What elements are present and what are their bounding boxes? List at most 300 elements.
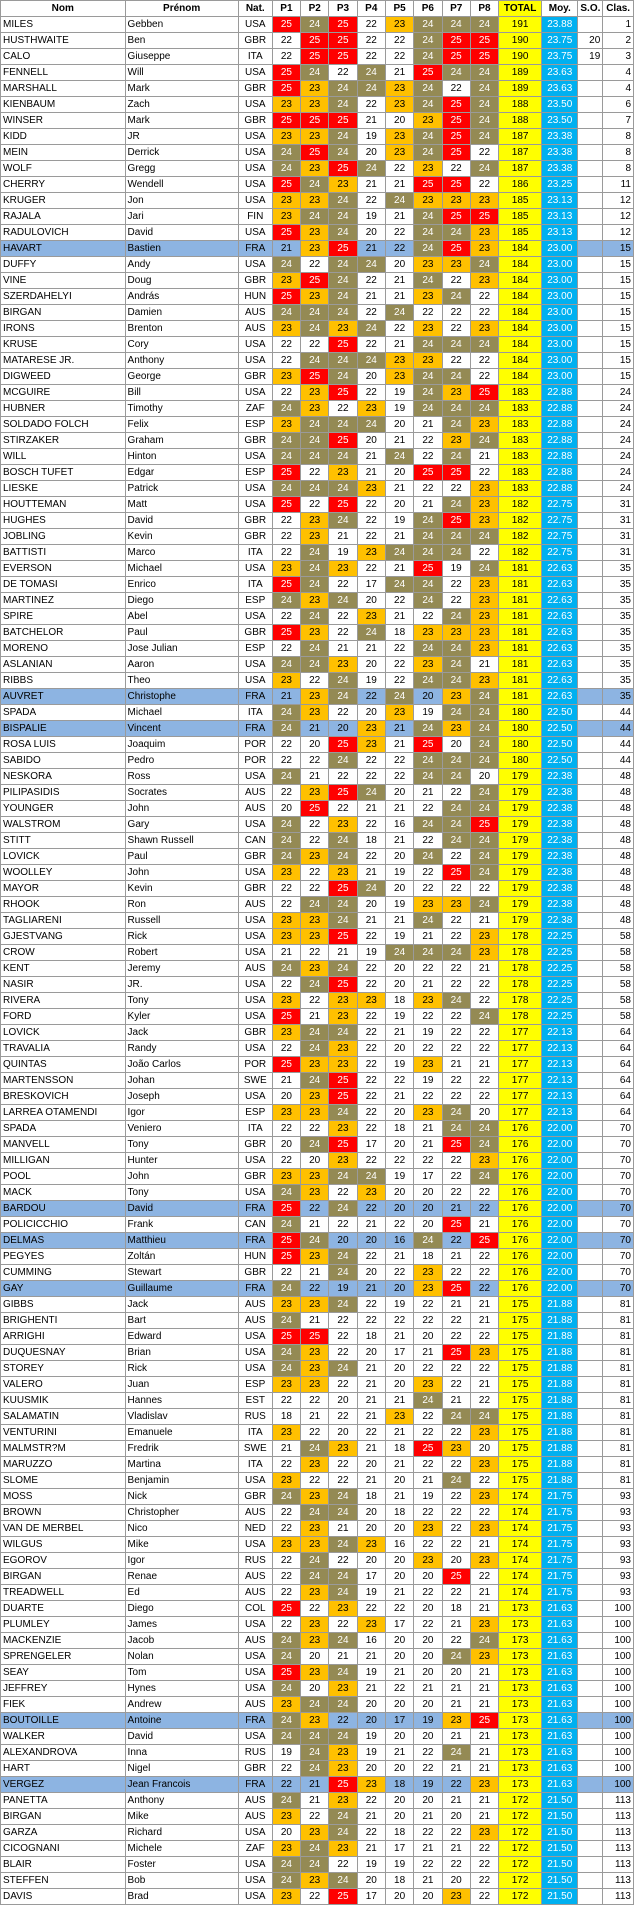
cell-total: 186	[499, 177, 542, 193]
cell-p5: 22	[385, 1217, 413, 1233]
cell-nat: USA	[238, 193, 272, 209]
cell-nom: BIRGAN	[1, 305, 126, 321]
cell-moy: 23.38	[542, 145, 578, 161]
cell-p1: 23	[272, 129, 300, 145]
cell-p7: 24	[442, 337, 470, 353]
cell-p7: 22	[442, 1825, 470, 1841]
cell-p5: 20	[385, 465, 413, 481]
cell-p5: 24	[385, 577, 413, 593]
cell-p2: 24	[301, 1505, 329, 1521]
cell-p3: 23	[329, 1761, 357, 1777]
cell-total: 189	[499, 81, 542, 97]
cell-p7: 24	[442, 769, 470, 785]
cell-nat: USA	[238, 1009, 272, 1025]
cell-p3: 22	[329, 1329, 357, 1345]
cell-p8: 22	[470, 1249, 498, 1265]
cell-nat: FRA	[238, 721, 272, 737]
cell-p1: 22	[272, 1777, 300, 1793]
cell-p6: 22	[414, 1585, 442, 1601]
cell-nat: GBR	[238, 273, 272, 289]
cell-nom: WALSTROM	[1, 817, 126, 833]
cell-so	[578, 337, 603, 353]
cell-p3: 23	[329, 1601, 357, 1617]
cell-p1: 22	[272, 385, 300, 401]
cell-p3: 25	[329, 433, 357, 449]
cell-p3: 22	[329, 1857, 357, 1873]
cell-moy: 22.88	[542, 433, 578, 449]
cell-p1: 19	[272, 1745, 300, 1761]
cell-p1: 23	[272, 1105, 300, 1121]
cell-p4: 19	[357, 1857, 385, 1873]
cell-p6: 21	[414, 929, 442, 945]
cell-p1: 23	[272, 1377, 300, 1393]
cell-p6: 22	[414, 881, 442, 897]
cell-p3: 23	[329, 1057, 357, 1073]
cell-p6: 24	[414, 913, 442, 929]
cell-prenom: Bastien	[125, 241, 238, 257]
table-row	[1, 353, 634, 369]
table-row	[1, 1745, 634, 1761]
cell-prenom: Tony	[125, 993, 238, 1009]
table-row	[1, 129, 634, 145]
cell-p2: 24	[301, 1761, 329, 1777]
cell-p8: 24	[470, 1409, 498, 1425]
cell-prenom: Paul	[125, 625, 238, 641]
cell-total: 177	[499, 1041, 542, 1057]
cell-clas: 35	[603, 689, 634, 705]
cell-moy: 22.38	[542, 881, 578, 897]
cell-p7: 23	[442, 1441, 470, 1457]
table-row	[1, 1185, 634, 1201]
cell-so	[578, 1601, 603, 1617]
cell-total: 184	[499, 321, 542, 337]
cell-moy: 23.00	[542, 257, 578, 273]
cell-so	[578, 1745, 603, 1761]
cell-p1: 22	[272, 609, 300, 625]
cell-p5: 22	[385, 225, 413, 241]
cell-so	[578, 849, 603, 865]
cell-p1: 24	[272, 1713, 300, 1729]
cell-total: 172	[499, 1857, 542, 1873]
cell-nom: KUUSMIK	[1, 1393, 126, 1409]
header-moy: Moy.	[542, 1, 578, 17]
cell-clas: 81	[603, 1329, 634, 1345]
cell-prenom: Nico	[125, 1521, 238, 1537]
cell-clas: 35	[603, 657, 634, 673]
cell-p3: 21	[329, 529, 357, 545]
cell-nom: SEAY	[1, 1665, 126, 1681]
cell-prenom: Gebben	[125, 17, 238, 33]
cell-p1: 24	[272, 449, 300, 465]
cell-moy: 21.63	[542, 1713, 578, 1729]
cell-so	[578, 177, 603, 193]
cell-moy: 21.50	[542, 1825, 578, 1841]
cell-p8: 21	[470, 1217, 498, 1233]
cell-moy: 22.25	[542, 961, 578, 977]
cell-p4: 24	[357, 81, 385, 97]
cell-p4: 20	[357, 1457, 385, 1473]
cell-p8: 23	[470, 673, 498, 689]
cell-nom: BIRGAN	[1, 1809, 126, 1825]
cell-p8: 23	[470, 225, 498, 241]
cell-p4: 21	[357, 289, 385, 305]
cell-so	[578, 353, 603, 369]
cell-p8: 24	[470, 1633, 498, 1649]
cell-p5: 24	[385, 545, 413, 561]
cell-prenom: Giuseppe	[125, 49, 238, 65]
cell-so	[578, 369, 603, 385]
table-row	[1, 1329, 634, 1345]
cell-p7: 22	[442, 961, 470, 977]
cell-clas: 81	[603, 1361, 634, 1377]
cell-nat: USA	[238, 561, 272, 577]
cell-p7: 23	[442, 433, 470, 449]
cell-p7: 25	[442, 129, 470, 145]
cell-p6: 23	[414, 1553, 442, 1569]
cell-p8: 23	[470, 193, 498, 209]
cell-moy: 22.88	[542, 481, 578, 497]
table-row	[1, 721, 634, 737]
cell-nom: BROWN	[1, 1505, 126, 1521]
cell-nat: RUS	[238, 1745, 272, 1761]
cell-p5: 21	[385, 737, 413, 753]
cell-prenom: Patrick	[125, 481, 238, 497]
cell-nom: BARDOU	[1, 1201, 126, 1217]
table-row	[1, 177, 634, 193]
cell-prenom: Foster	[125, 1857, 238, 1873]
cell-p5: 20	[385, 113, 413, 129]
cell-p8: 24	[470, 129, 498, 145]
cell-p5: 17	[385, 1345, 413, 1361]
cell-p4: 22	[357, 97, 385, 113]
cell-p8: 25	[470, 1233, 498, 1249]
cell-p5: 21	[385, 609, 413, 625]
cell-nat: ITA	[238, 1457, 272, 1473]
cell-p3: 24	[329, 1665, 357, 1681]
cell-p1: 24	[272, 1313, 300, 1329]
cell-p5: 20	[385, 1105, 413, 1121]
cell-p3: 20	[329, 1233, 357, 1249]
cell-p1: 23	[272, 913, 300, 929]
cell-p2: 24	[301, 1073, 329, 1089]
table-row	[1, 1009, 634, 1025]
cell-p4: 22	[357, 769, 385, 785]
table-row	[1, 1713, 634, 1729]
cell-moy: 21.63	[542, 1697, 578, 1713]
cell-clas: 70	[603, 1169, 634, 1185]
cell-p7: 25	[442, 241, 470, 257]
header-p8: P8	[470, 1, 498, 17]
cell-prenom: Nick	[125, 1489, 238, 1505]
cell-p7: 22	[442, 1169, 470, 1185]
cell-nom: WILL	[1, 449, 126, 465]
cell-p6: 21	[414, 1809, 442, 1825]
cell-p8: 25	[470, 817, 498, 833]
cell-clas: 4	[603, 81, 634, 97]
cell-p2: 24	[301, 561, 329, 577]
cell-clas: 48	[603, 897, 634, 913]
cell-p6: 24	[414, 817, 442, 833]
cell-nom: KRUGER	[1, 193, 126, 209]
cell-p4: 23	[357, 737, 385, 753]
cell-nat: GBR	[238, 369, 272, 385]
cell-p1: 22	[272, 337, 300, 353]
cell-p6: 20	[414, 1569, 442, 1585]
cell-nat: USA	[238, 1473, 272, 1489]
cell-p5: 21	[385, 833, 413, 849]
cell-p6: 23	[414, 657, 442, 673]
table-row	[1, 209, 634, 225]
cell-p6: 25	[414, 465, 442, 481]
cell-p2: 22	[301, 1393, 329, 1409]
cell-p5: 21	[385, 209, 413, 225]
cell-prenom: Hinton	[125, 449, 238, 465]
cell-p2: 21	[301, 1009, 329, 1025]
cell-nat: USA	[238, 673, 272, 689]
cell-p5: 20	[385, 1185, 413, 1201]
cell-p8: 22	[470, 1393, 498, 1409]
table-row	[1, 1441, 634, 1457]
cell-p8: 22	[470, 1201, 498, 1217]
cell-nat: ITA	[238, 705, 272, 721]
cell-total: 174	[499, 1553, 542, 1569]
cell-p7: 22	[442, 1313, 470, 1329]
cell-p5: 21	[385, 177, 413, 193]
cell-p4: 22	[357, 849, 385, 865]
cell-p5: 21	[385, 801, 413, 817]
cell-p5: 20	[385, 849, 413, 865]
cell-prenom: Bill	[125, 385, 238, 401]
cell-p4: 19	[357, 945, 385, 961]
cell-p5: 20	[385, 1697, 413, 1713]
cell-nat: AUS	[238, 785, 272, 801]
cell-p2: 21	[301, 769, 329, 785]
table-row	[1, 225, 634, 241]
cell-nat: HUN	[238, 289, 272, 305]
table-row	[1, 1825, 634, 1841]
table-row	[1, 977, 634, 993]
cell-prenom: Enrico	[125, 577, 238, 593]
cell-p3: 25	[329, 1089, 357, 1105]
cell-so	[578, 769, 603, 785]
cell-p8: 23	[470, 513, 498, 529]
cell-prenom: Tom	[125, 1665, 238, 1681]
cell-p8: 24	[470, 897, 498, 913]
cell-p3: 24	[329, 209, 357, 225]
cell-p3: 24	[329, 513, 357, 529]
cell-moy: 22.63	[542, 625, 578, 641]
cell-p7: 21	[442, 1249, 470, 1265]
cell-so	[578, 1489, 603, 1505]
cell-p6: 23	[414, 1281, 442, 1297]
cell-so	[578, 225, 603, 241]
cell-p1: 22	[272, 1393, 300, 1409]
cell-p8: 21	[470, 1057, 498, 1073]
cell-moy: 21.50	[542, 1809, 578, 1825]
cell-p7: 22	[442, 849, 470, 865]
cell-p6: 25	[414, 1441, 442, 1457]
table-row	[1, 81, 634, 97]
cell-total: 176	[499, 1169, 542, 1185]
cell-nat: USA	[238, 1649, 272, 1665]
cell-p6: 24	[414, 225, 442, 241]
cell-p3: 23	[329, 993, 357, 1009]
cell-nat: USA	[238, 225, 272, 241]
cell-p7: 22	[442, 1489, 470, 1505]
cell-prenom: Zoltán	[125, 1249, 238, 1265]
cell-p8: 24	[470, 529, 498, 545]
table-row	[1, 1073, 634, 1089]
cell-p7: 24	[442, 225, 470, 241]
cell-nom: MARUZZO	[1, 1457, 126, 1473]
cell-so	[578, 289, 603, 305]
cell-moy: 22.50	[542, 705, 578, 721]
cell-p6: 24	[414, 385, 442, 401]
cell-so	[578, 1265, 603, 1281]
cell-total: 182	[499, 529, 542, 545]
cell-total: 173	[499, 1729, 542, 1745]
cell-p5: 20	[385, 1569, 413, 1585]
cell-p4: 18	[357, 833, 385, 849]
cell-p2: 24	[301, 609, 329, 625]
cell-p8: 23	[470, 321, 498, 337]
cell-p3: 22	[329, 1217, 357, 1233]
table-row	[1, 1249, 634, 1265]
cell-moy: 21.50	[542, 1889, 578, 1905]
cell-nom: VALERO	[1, 1377, 126, 1393]
header-nat: Nat.	[238, 1, 272, 17]
cell-prenom: Antoine	[125, 1713, 238, 1729]
cell-nom: SZERDAHELYI	[1, 289, 126, 305]
cell-prenom: Johan	[125, 1073, 238, 1089]
cell-total: 181	[499, 577, 542, 593]
cell-p7: 24	[442, 529, 470, 545]
cell-p4: 21	[357, 913, 385, 929]
cell-clas: 2	[603, 33, 634, 49]
cell-p4: 23	[357, 609, 385, 625]
cell-clas: 3	[603, 49, 634, 65]
cell-p2: 23	[301, 1345, 329, 1361]
cell-p7: 20	[442, 1873, 470, 1889]
cell-p4: 24	[357, 257, 385, 273]
cell-p2: 23	[301, 625, 329, 641]
cell-prenom: Igor	[125, 1105, 238, 1121]
cell-p6: 23	[414, 1265, 442, 1281]
cell-nat: GBR	[238, 1025, 272, 1041]
cell-p7: 21	[442, 1617, 470, 1633]
cell-nom: STOREY	[1, 1361, 126, 1377]
cell-p5: 20	[385, 1553, 413, 1569]
cell-p1: 22	[272, 1121, 300, 1137]
cell-p3: 25	[329, 337, 357, 353]
cell-nat: ESP	[238, 417, 272, 433]
cell-prenom: Jean Francois	[125, 1777, 238, 1793]
cell-p2: 25	[301, 1329, 329, 1345]
cell-nat: USA	[238, 161, 272, 177]
cell-total: 175	[499, 1393, 542, 1409]
cell-nom: RIVERA	[1, 993, 126, 1009]
cell-prenom: Socrates	[125, 785, 238, 801]
cell-p4: 20	[357, 369, 385, 385]
cell-p3: 23	[329, 1793, 357, 1809]
cell-clas: 58	[603, 977, 634, 993]
cell-nom: LARREA OTAMENDI	[1, 1105, 126, 1121]
table-row	[1, 1233, 634, 1249]
cell-clas: 12	[603, 209, 634, 225]
cell-p7: 22	[442, 161, 470, 177]
cell-p2: 23	[301, 529, 329, 545]
cell-p6: 24	[414, 273, 442, 289]
cell-total: 179	[499, 801, 542, 817]
cell-p2: 23	[301, 97, 329, 113]
cell-p5: 21	[385, 433, 413, 449]
cell-so	[578, 593, 603, 609]
cell-p1: 23	[272, 1297, 300, 1313]
cell-so	[578, 1841, 603, 1857]
table-row	[1, 1665, 634, 1681]
cell-p8: 23	[470, 1777, 498, 1793]
cell-p3: 24	[329, 257, 357, 273]
table-row	[1, 801, 634, 817]
cell-prenom: Matt	[125, 497, 238, 513]
cell-p6: 22	[414, 1089, 442, 1105]
cell-p2: 25	[301, 145, 329, 161]
cell-p4: 23	[357, 1537, 385, 1553]
cell-p4: 22	[357, 1425, 385, 1441]
cell-p4: 20	[357, 1345, 385, 1361]
table-row	[1, 689, 634, 705]
table-row	[1, 897, 634, 913]
table-row	[1, 945, 634, 961]
cell-p4: 18	[357, 1329, 385, 1345]
cell-p5: 21	[385, 913, 413, 929]
cell-p6: 21	[414, 1345, 442, 1361]
cell-so	[578, 897, 603, 913]
cell-p4: 22	[357, 961, 385, 977]
cell-moy: 23.13	[542, 193, 578, 209]
table-row	[1, 1585, 634, 1601]
cell-p2: 21	[301, 1217, 329, 1233]
cell-p3: 22	[329, 625, 357, 641]
cell-moy: 22.63	[542, 561, 578, 577]
cell-clas: 15	[603, 273, 634, 289]
cell-moy: 23.75	[542, 33, 578, 49]
cell-p4: 19	[357, 209, 385, 225]
cell-nom: CICOGNANI	[1, 1841, 126, 1857]
cell-p7: 22	[442, 1457, 470, 1473]
cell-total: 172	[499, 1889, 542, 1905]
cell-p3: 23	[329, 1153, 357, 1169]
cell-nat: USA	[238, 1857, 272, 1873]
cell-so	[578, 961, 603, 977]
table-row	[1, 1521, 634, 1537]
cell-total: 178	[499, 977, 542, 993]
cell-prenom: Rick	[125, 929, 238, 945]
cell-clas: 6	[603, 97, 634, 113]
cell-prenom: Brad	[125, 1889, 238, 1905]
cell-p3: 24	[329, 1585, 357, 1601]
cell-p7: 22	[442, 1425, 470, 1441]
cell-so	[578, 1585, 603, 1601]
cell-total: 179	[499, 897, 542, 913]
cell-p8: 22	[470, 1089, 498, 1105]
cell-p7: 24	[442, 945, 470, 961]
cell-nat: USA	[238, 1681, 272, 1697]
cell-so	[578, 1361, 603, 1377]
cell-p8: 23	[470, 1345, 498, 1361]
cell-p5: 16	[385, 817, 413, 833]
cell-p8: 22	[470, 145, 498, 161]
